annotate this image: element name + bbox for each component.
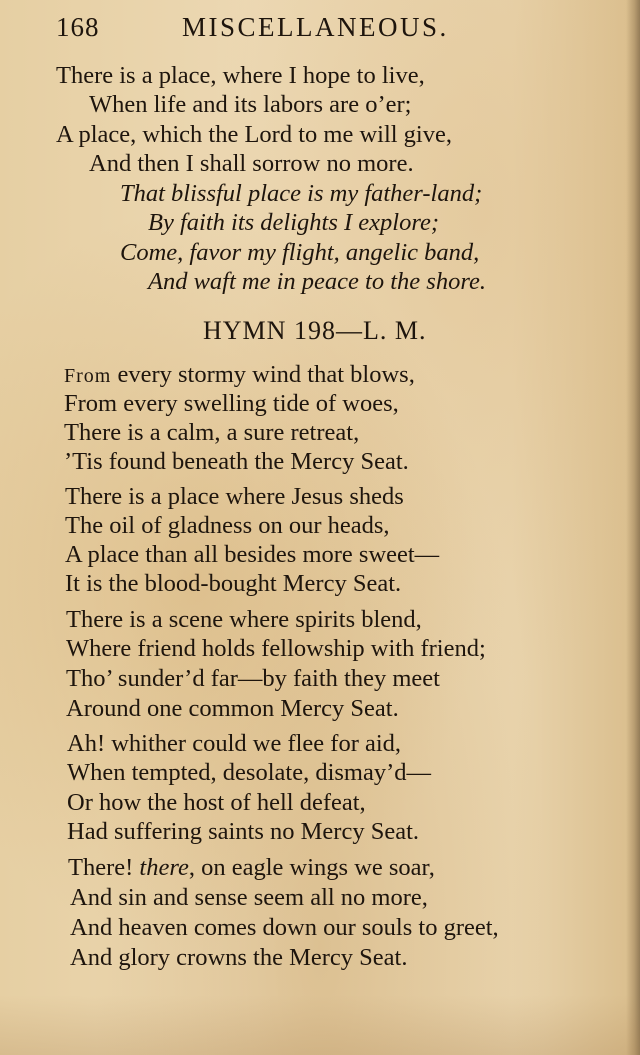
verse-line: When tempted, desolate, dismay’d— [67, 759, 431, 786]
page-bottom-stain [0, 995, 640, 1055]
verse-line: The oil of gladness on our heads, [65, 512, 390, 539]
verse-line: Had suffering saints no Mercy Seat. [67, 818, 419, 845]
verse-line: Where friend holds fellowship with friend; [66, 635, 486, 662]
drop-word: From [64, 365, 112, 387]
verse-line: Ah! whither could we flee for aid, [67, 730, 402, 757]
verse-line: There is a place where Jesus sheds [65, 483, 404, 510]
verse-line-rest: every stormy wind that blows, [111, 361, 415, 388]
verse-line: Or how the host of hell defeat, [67, 789, 366, 816]
verse-line: A place than all besides more sweet— [65, 541, 440, 568]
running-title: MISCELLANEOUS. [182, 12, 449, 42]
page-header [56, 12, 476, 46]
verse-line: Tho’ sunder’d far—by faith they meet [66, 665, 440, 692]
verse-line-rest: , on eagle wings we soar, [188, 854, 435, 881]
verse-line: And glory crowns the Mercy Seat. [70, 944, 408, 971]
verse-line: When life and its labors are o’er; [89, 91, 412, 118]
chorus-line: That blissful place is my father-land; [120, 180, 483, 207]
verse-line: And heaven comes down our souls to greet, [70, 914, 499, 941]
verse-line: From every swelling tide of woes, [64, 390, 399, 417]
verse-line: A place, which the Lord to me will give, [56, 121, 452, 148]
chorus-line: By faith its delights I explore; [148, 209, 439, 236]
emphasis-word: there [139, 854, 189, 881]
page-gutter-shadow [626, 0, 640, 1055]
verse-line [64, 360, 415, 391]
verse-line: There is a calm, a sure retreat, [64, 419, 360, 446]
hymn-title: HYMN 198—L. M. [203, 316, 427, 345]
verse-line [68, 853, 435, 882]
verse-line-start: There! [68, 854, 134, 881]
chorus-line: And waft me in peace to the shore. [148, 268, 486, 295]
verse-line: There is a scene where spirits blend, [66, 606, 422, 633]
verse-line: There is a place, where I hope to live, [56, 62, 425, 89]
verse-line: ’Tis found beneath the Mercy Seat. [64, 448, 409, 475]
chorus-line: Come, favor my flight, angelic band, [120, 239, 480, 266]
verse-line: Around one common Mercy Seat. [66, 695, 399, 722]
page-number: 168 [56, 12, 100, 42]
verse-line: And sin and sense seem all no more, [70, 884, 428, 911]
verse-line: It is the blood-bought Mercy Seat. [65, 570, 402, 597]
verse-line: And then I shall sorrow no more. [89, 150, 414, 177]
